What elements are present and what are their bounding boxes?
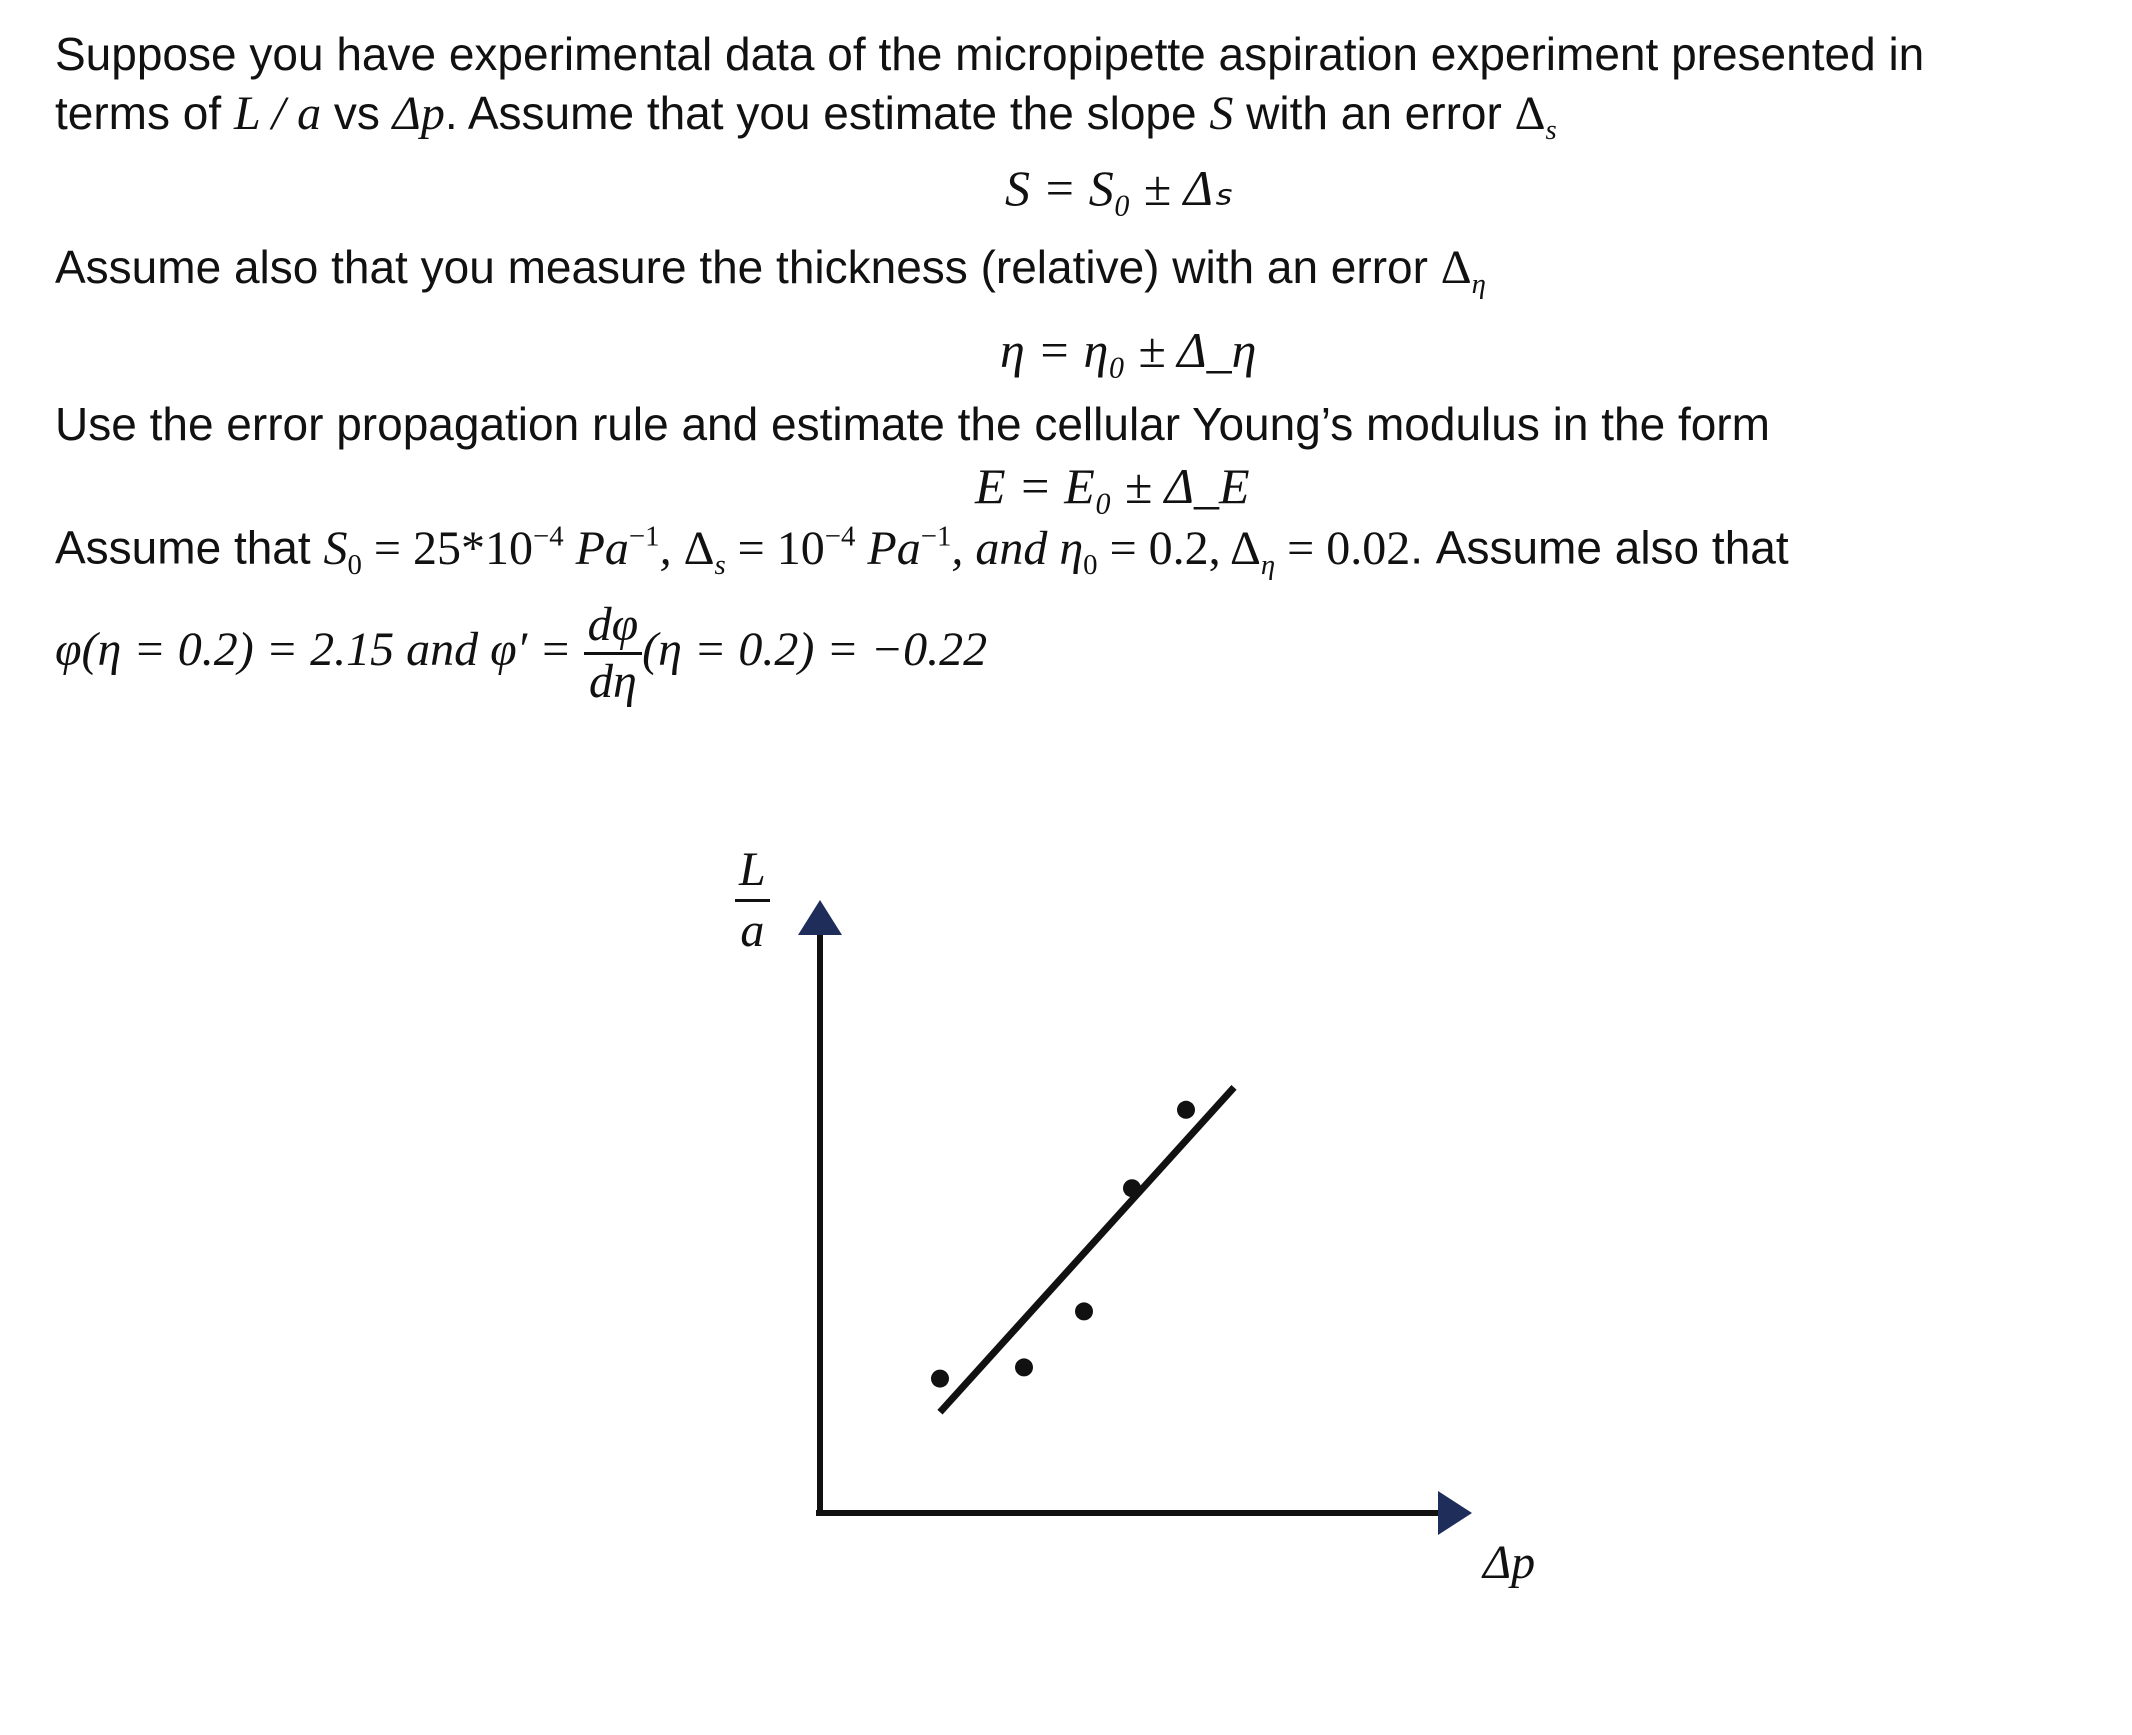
data-point: [1015, 1358, 1033, 1376]
var-l-over-a: L / a: [233, 87, 322, 140]
phi-prime: φ′ =: [490, 622, 572, 676]
given-values: $S_0 = 25*10^{-4}$ $Pa^{-1}$, $\Delta_s = 10^{-4}$ $Pa^{-1}$, and $\eta_0 = 0.2$, $\Delta_\eta = 0.02$: [323, 520, 1411, 581]
problem-line-5: [55, 520, 1789, 582]
fit-line: [940, 1087, 1234, 1412]
dphi-deta-fraction: $\frac{d\varphi}{d\eta}$: [584, 600, 643, 708]
data-marks: [931, 1087, 1234, 1412]
var-delta-p: Δp: [392, 87, 445, 140]
intro-text: Suppose you have experimental data of the micropipette aspiration experiment presented in: [55, 28, 1925, 80]
equation-slope-text: S = S₀ ± Δₛ: [1005, 160, 1232, 216]
problem-line-4: [55, 398, 1770, 451]
phi-and: and: [406, 622, 479, 676]
problem-line-1: [55, 28, 1924, 81]
data-point: [931, 1370, 949, 1388]
line2-text-b: . Assume that you estimate the slope: [444, 87, 1197, 139]
var-delta-eta: $\Delta_\eta$: [1440, 241, 1486, 301]
line2-text-a: terms of: [55, 87, 222, 139]
var-delta-s: $\Delta_s$: [1514, 87, 1557, 147]
y-label-denominator: a: [740, 904, 765, 958]
line5-text-b: . Assume also that: [1410, 521, 1789, 574]
equation-thickness-text: η = η₀ ± Δ_η: [1000, 322, 1257, 378]
equation-thickness: [1000, 322, 1256, 380]
problem-line-3: [55, 240, 1486, 301]
var-s: S: [1209, 87, 1234, 140]
line2-vs: vs: [333, 87, 380, 139]
line4-text: Use the error propagation rule and estimate the cellular Young’s modulus in the form: [55, 398, 1770, 450]
equation-modulus-text: E = E₀ ± Δ_E: [975, 458, 1250, 514]
data-point: [1177, 1101, 1195, 1119]
x-axis-arrowhead: [1438, 1491, 1472, 1535]
phi-lhs: φ(η = 0.2) = 2.15: [55, 622, 395, 676]
equation-modulus: [975, 458, 1250, 516]
data-point: [1075, 1302, 1093, 1320]
line5-text-a: Assume that: [55, 521, 311, 574]
y-label-numerator: L: [735, 845, 770, 902]
equation-slope: [1005, 160, 1232, 218]
problem-line-2: [55, 86, 1557, 147]
line2-text-c: with an error: [1246, 87, 1502, 139]
line3-text: Assume also that you measure the thickness (relative) with an error: [55, 241, 1428, 293]
data-point: [1123, 1179, 1141, 1197]
phi-rhs: (η = 0.2) = −0.22: [642, 622, 988, 676]
y-axis-label: [735, 845, 770, 957]
x-axis-label: [1483, 1535, 1535, 1590]
y-axis-arrowhead: [798, 900, 842, 935]
x-label-text: Δp: [1483, 1536, 1536, 1589]
phi-equation: [55, 600, 987, 708]
